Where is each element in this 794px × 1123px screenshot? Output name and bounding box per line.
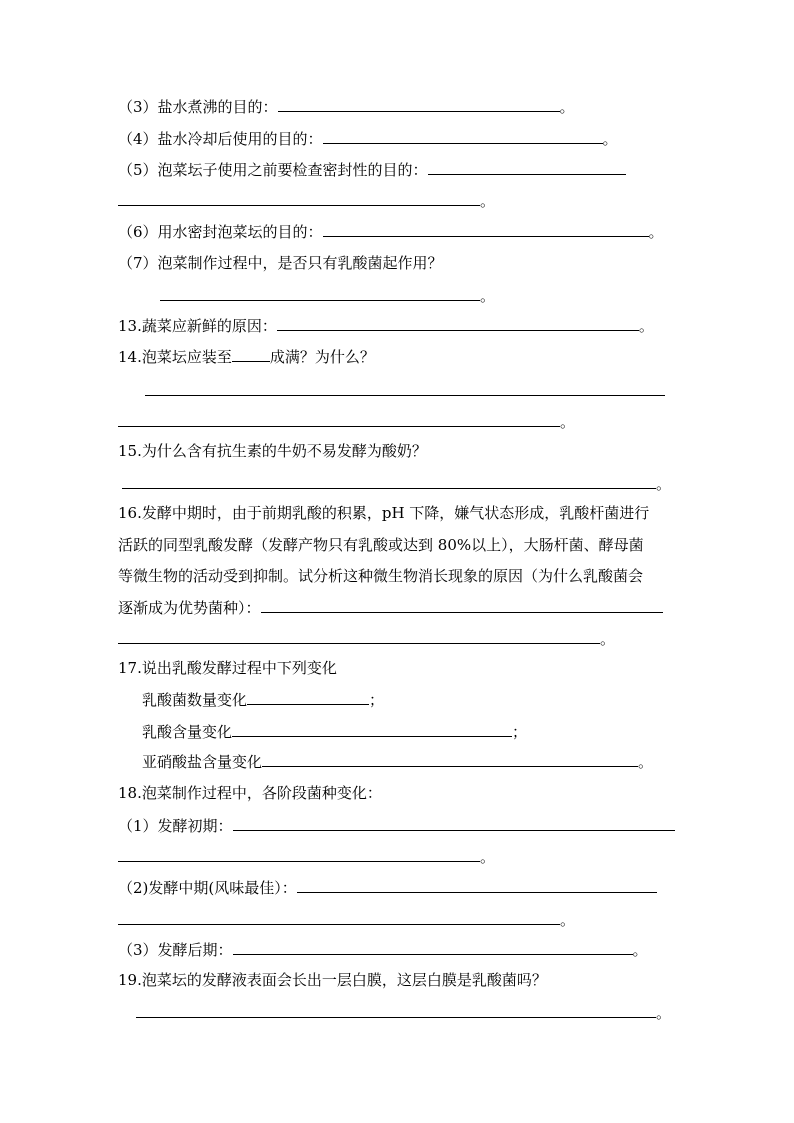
end-punct: 。 [656,1004,672,1022]
answer-blank[interactable] [323,127,603,144]
question-text: 13.蔬菜应新鲜的原因： [118,317,277,335]
question-text: 19.泡菜坛的发酵液表面会长出一层白膜，这层白膜是乳酸菌吗？ [118,971,547,989]
answer-blank[interactable] [136,1001,656,1018]
end-punct: 。 [480,848,496,866]
answer-blank[interactable] [297,876,657,893]
item-label: 亚硝酸盐含量变化 [142,753,263,771]
end-punct: 。 [656,475,672,493]
question-14-cont2 [118,410,575,432]
question-18-item1 [118,814,675,836]
end-punct: ； [512,723,528,741]
question-12-4 [118,127,618,149]
question-text: 逐渐成为优势菌种）： [118,599,261,617]
end-punct: 。 [602,130,618,148]
question-14-cont [145,379,665,401]
fill-blank[interactable] [232,345,270,362]
answer-blank[interactable] [277,314,639,331]
end-punct: 。 [632,941,648,959]
end-punct: 。 [600,630,616,648]
question-15 [118,440,427,462]
question-text: 成满？为什么？ [269,348,375,366]
answer-blank[interactable] [118,410,560,427]
item-label: （3）发酵后期： [118,941,233,959]
question-text: （3）盐水煮沸的目的： [118,98,278,116]
item-label: 乳酸菌数量变化 [142,691,248,709]
question-text: （7）泡菜制作过程中，是否只有乳酸菌起作用？ [118,254,443,272]
question-18-item1-cont [118,845,495,867]
question-text: 18.泡菜制作过程中，各阶段菌种变化： [118,784,382,802]
item-label: 乳酸含量变化 [142,723,233,741]
question-16-line4 [118,596,663,618]
answer-blank[interactable] [233,938,633,955]
end-punct: 。 [560,911,576,929]
question-text: 等微生物的活动受到抑制。试分析这种微生物消长现象的原因（为什么乳酸菌会 [118,567,644,585]
answer-blank[interactable] [247,688,369,705]
question-19 [118,969,547,991]
end-punct: 。 [480,192,496,210]
question-12-7-cont [160,284,495,306]
question-14 [118,345,375,367]
end-punct: 。 [559,98,575,116]
question-12-3 [118,95,575,117]
question-16-line1 [118,502,649,524]
question-17-item3 [142,750,653,772]
answer-blank[interactable] [122,472,656,489]
question-18-item3 [118,938,648,960]
answer-blank[interactable] [118,627,600,644]
answer-blank[interactable] [261,596,663,613]
answer-blank[interactable] [118,908,560,925]
question-text: 17.说出乳酸发酵过程中下列变化 [118,659,337,677]
question-17 [118,657,337,679]
answer-blank[interactable] [145,379,665,396]
question-19-cont [136,1001,671,1023]
answer-blank[interactable] [160,284,480,301]
question-text: （6）用水密封泡菜坛的目的： [118,223,323,241]
question-18 [118,782,382,804]
question-text: （5）泡菜坛子使用之前要检查密封性的目的： [118,161,428,179]
end-punct: 。 [648,223,664,241]
answer-blank[interactable] [278,95,560,112]
answer-blank[interactable] [118,845,480,862]
answer-blank[interactable] [232,720,512,737]
end-punct: 。 [560,413,576,431]
answer-blank[interactable] [428,158,626,175]
question-13 [118,314,654,336]
question-16-cont [118,627,615,649]
end-punct: 。 [638,753,654,771]
question-16-line2 [118,534,644,556]
question-text: 15.为什么含有抗生素的牛奶不易发酵为酸奶？ [118,442,427,460]
question-17-item2 [142,720,527,742]
answer-blank[interactable] [262,750,638,767]
question-text: 活跃的同型乳酸发酵（发酵产物只有乳酸或达到 80%以上），大肠杆菌、酵母菌 [118,536,644,554]
question-15-cont [122,472,671,494]
question-12-7 [118,252,443,274]
end-punct: ； [369,691,385,709]
question-18-item2 [118,876,657,898]
question-16-line3 [118,565,643,587]
answer-blank[interactable] [233,814,675,831]
question-12-6 [118,220,664,242]
item-label: （1）发酵初期： [118,817,233,835]
question-18-item2-cont [118,908,575,930]
question-17-item1 [142,688,384,710]
question-12-5 [118,158,626,180]
question-text: 16.发酵中期时，由于前期乳酸的积累，pH 下降，嫌气状态形成，乳酸杆菌进行 [118,504,650,522]
question-12-5-cont [118,189,495,211]
question-text: 14.泡菜坛应装至 [118,348,232,366]
answer-blank[interactable] [323,220,649,237]
item-label: （2)发酵中期(风味最佳）： [118,879,297,897]
question-text: （4）盐水冷却后使用的目的： [118,130,323,148]
end-punct: 。 [480,287,496,305]
end-punct: 。 [638,317,654,335]
answer-blank[interactable] [118,189,480,206]
